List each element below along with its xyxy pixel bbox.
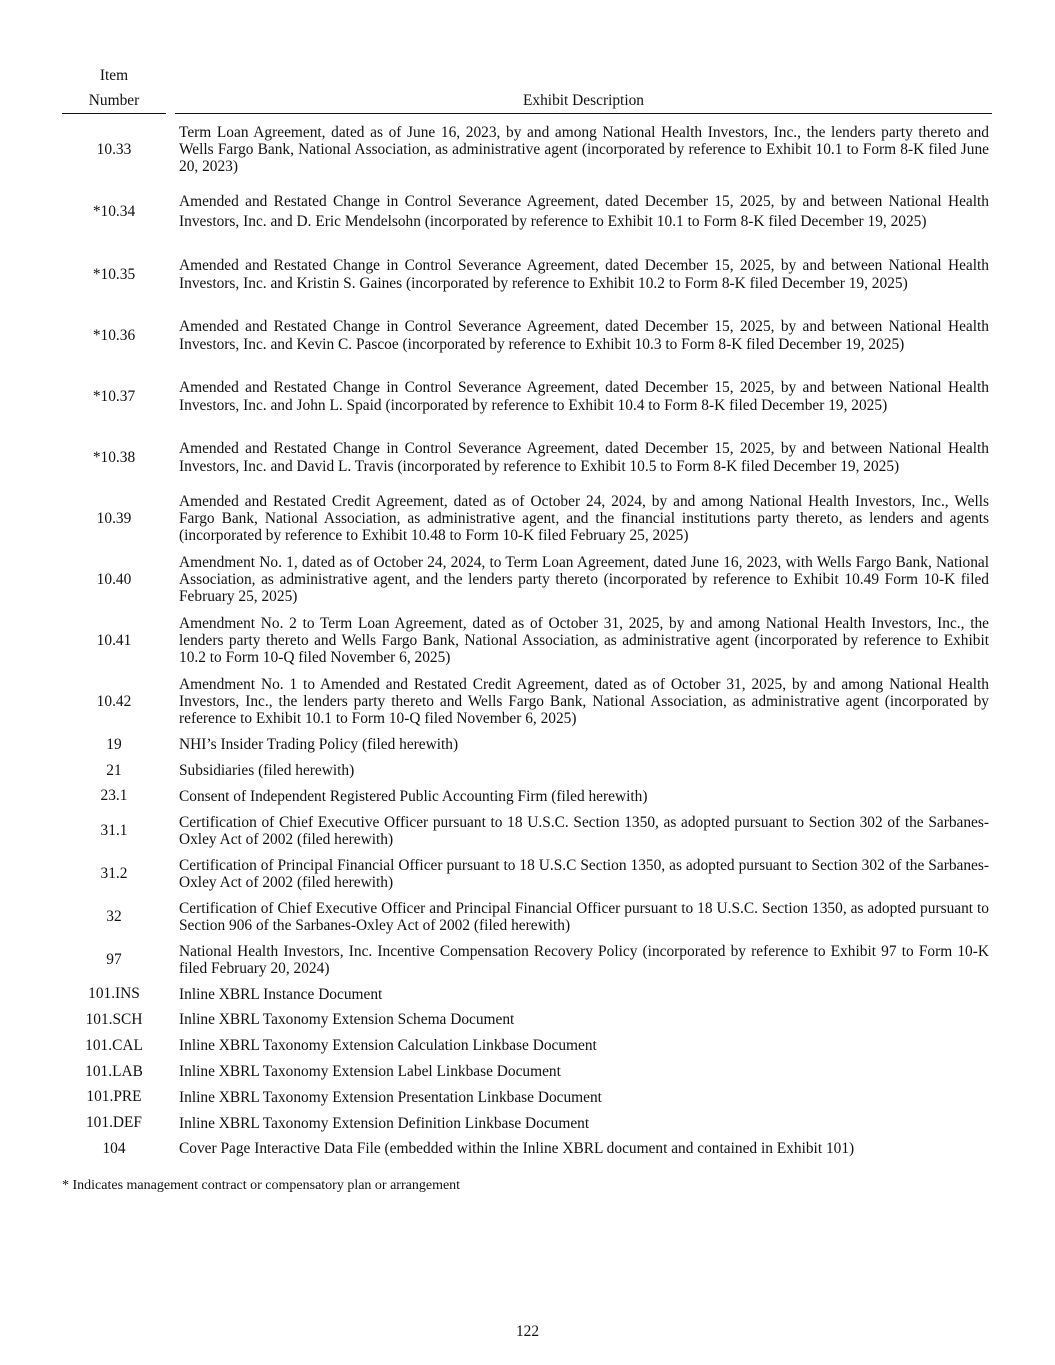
exhibit-description: Inline XBRL Taxonomy Extension Definition Linkbase Document: [179, 1114, 590, 1132]
exhibit-number: 101.LAB: [85, 1062, 143, 1080]
exhibit-description: Amended and Restated Change in Control Severance Agreement, dated December 15, 2025, by and between National Health Investors, Inc. and Kristin S. Gaines (incorporated by reference to Exhibit 10.2 to Form 8-K filed December 19, 2025): [179, 257, 989, 292]
exhibit-number: 31.1: [100, 821, 128, 839]
exhibit-description: National Health Investors, Inc. Incentive Compensation Recovery Policy (incorporated by reference to Exhibit 97 to Form 10-K filed February 20, 2024): [179, 942, 989, 977]
exhibit-number: 101.SCH: [85, 1011, 143, 1029]
exhibit-description: Amended and Restated Change in Control Severance Agreement, dated December 15, 2025, by and between National Health Investors, Inc. and Kevin C. Pascoe (incorporated by reference to Exhibit 10.3 to Form 8-K filed December 19, 2025): [179, 318, 989, 353]
exhibit-description: NHI’s Insider Trading Policy (filed herewith): [179, 736, 459, 754]
exhibit-description: Amended and Restated Change in Control Severance Agreement, dated December 15, 2025, by and between National Health Investors, Inc. and David L. Travis (incorporated by reference to Exhibit 10.5 to Form 8-K filed December 19, 2025): [179, 440, 989, 475]
exhibit-description: Amendment No. 1, dated as of October 24, 2024, to Term Loan Agreement, dated June 16, 2023, with Wells Fargo Bank, National Association, as administrative agent, and the lenders party thereto (incorporated by reference to Exhibit 10.49 Form 10-K filed February 25, 2025): [179, 553, 989, 606]
table-row: [62, 895, 992, 938]
table-row: [62, 1110, 992, 1136]
exhibit-description: Amended and Restated Credit Agreement, dated as of October 24, 2024, by and among National Health Investors, Inc., Wells Fargo Bank, National Association, as administrative agent, and the financial institutions party thereto, as lenders and agents (incorporated by reference to Exhibit 10.48 to Form 10-K filed February 25, 2025): [179, 492, 989, 545]
exhibit-description: Subsidiaries (filed herewith): [179, 762, 355, 780]
table-row: [62, 1136, 992, 1162]
table-row: [62, 671, 992, 732]
table-row: [62, 610, 992, 671]
exhibit-description: Amended and Restated Change in Control Severance Agreement, dated December 15, 2025, by and between National Health Investors, Inc. and D. Eric Mendelsohn (incorporated by reference to Exhibit 10.1 to Form 8-K filed December 19, 2025): [179, 193, 989, 230]
exhibit-number: 104: [102, 1140, 126, 1158]
footnote: * Indicates management contract or compensatory plan or arrangement: [62, 1178, 461, 1193]
table-row: [62, 119, 992, 180]
exhibit-description: Inline XBRL Taxonomy Extension Schema Document: [179, 1011, 515, 1029]
table-row: [62, 366, 992, 427]
table-row: [62, 549, 992, 610]
column-header-description: Exhibit Description: [523, 92, 644, 109]
exhibit-description: Consent of Independent Registered Public Accounting Firm (filed herewith): [179, 787, 648, 805]
exhibit-description: Amended and Restated Change in Control Severance Agreement, dated December 15, 2025, by and between National Health Investors, Inc. and John L. Spaid (incorporated by reference to Exhibit 10.4 to Form 8-K filed December 19, 2025): [179, 379, 989, 414]
exhibit-number: 101.INS: [88, 985, 140, 1003]
exhibit-number: 21: [106, 761, 122, 779]
table-row: [62, 1059, 992, 1085]
exhibit-description: Certification of Chief Executive Officer pursuant to 18 U.S.C. Section 1350, as adopted pursuant to Section 302 of the Sarbanes-Oxley Act of 2002 (filed herewith): [179, 813, 989, 848]
table-row: [62, 1033, 992, 1059]
exhibit-description: Amendment No. 1 to Amended and Restated Credit Agreement, dated as of October 31, 2025, by and among National Health Investors, Inc., the lenders party thereto and Wells Fargo Bank, National Association, as administrative agent (incorporated by reference to Exhibit 10.1 to Form 10-Q filed November 6, 2025): [179, 675, 989, 728]
exhibit-number: 101.PRE: [86, 1088, 142, 1106]
exhibit-number: 19: [106, 735, 122, 753]
exhibit-number: 97: [106, 950, 122, 968]
exhibit-number: *10.36: [92, 326, 136, 344]
exhibit-number: *10.38: [92, 448, 136, 466]
exhibit-description: Inline XBRL Taxonomy Extension Label Linkbase Document: [179, 1063, 561, 1081]
exhibit-number: 10.33: [96, 140, 132, 158]
table-row: [62, 427, 992, 488]
exhibit-number: 101.CAL: [85, 1036, 143, 1054]
exhibit-description: Certification of Chief Executive Officer and Principal Financial Officer pursuant to 18 U.S.C. Section 1350, as adopted pursuant to Section 906 of the Sarbanes-Oxley Act of 2002 (filed herewith): [179, 899, 989, 934]
exhibit-description: Certification of Principal Financial Officer pursuant to 18 U.S.C Section 1350, as adopted pursuant to Section 302 of the Sarbanes-Oxley Act of 2002 (filed herewith): [179, 856, 989, 891]
exhibit-description: Inline XBRL Taxonomy Extension Calculation Linkbase Document: [179, 1037, 597, 1055]
exhibit-number: *10.34: [92, 203, 136, 220]
table-row: [62, 938, 992, 981]
table-row: [62, 784, 992, 810]
exhibit-number: 31.2: [100, 864, 128, 882]
column-header-number: Number: [88, 92, 140, 109]
table-row: [62, 852, 992, 895]
exhibit-description: Inline XBRL Instance Document: [179, 985, 383, 1003]
exhibit-number: 10.42: [96, 692, 132, 710]
exhibit-number: 32: [106, 907, 122, 925]
exhibit-number: 10.41: [96, 631, 132, 649]
table-row: [62, 1007, 992, 1033]
exhibit-number: 10.39: [96, 509, 132, 527]
exhibit-number: *10.37: [92, 387, 136, 405]
exhibit-number: 101.DEF: [85, 1114, 142, 1132]
exhibit-number: 10.40: [96, 570, 132, 588]
exhibit-table: [62, 119, 992, 1162]
exhibit-number: 23.1: [100, 787, 128, 805]
table-row: [62, 732, 992, 758]
exhibit-description: Inline XBRL Taxonomy Extension Presentation Linkbase Document: [179, 1088, 602, 1106]
table-row: [62, 180, 992, 244]
table-row: [62, 488, 992, 549]
table-row: [62, 305, 992, 366]
header-rule-number: [62, 113, 166, 114]
table-row: [62, 981, 992, 1007]
exhibit-description: Amendment No. 2 to Term Loan Agreement, dated as of October 31, 2025, by and among National Health Investors, Inc., the lenders party thereto and Wells Fargo Bank, National Association, as administrative agent (incorporated by reference to Exhibit 10.2 to Form 10-Q filed November 6, 2025): [179, 614, 989, 667]
column-header-item: Item: [99, 67, 129, 84]
header-rule-description: [175, 113, 992, 114]
table-row: [62, 758, 992, 784]
table-row: [62, 809, 992, 852]
page-number: 122: [515, 1323, 540, 1340]
exhibit-number: *10.35: [92, 265, 136, 283]
table-row: [62, 1085, 992, 1111]
exhibit-description: Term Loan Agreement, dated as of June 16, 2023, by and among National Health Investors, Inc., the lenders party thereto and Wells Fargo Bank, National Association, as administrative agent (incorporated by reference to Exhibit 10.1 to Form 8-K filed June 20, 2023): [179, 123, 989, 176]
exhibit-description: Cover Page Interactive Data File (embedded within the Inline XBRL document and contained in Exhibit 101): [179, 1140, 855, 1158]
table-row: [62, 244, 992, 305]
